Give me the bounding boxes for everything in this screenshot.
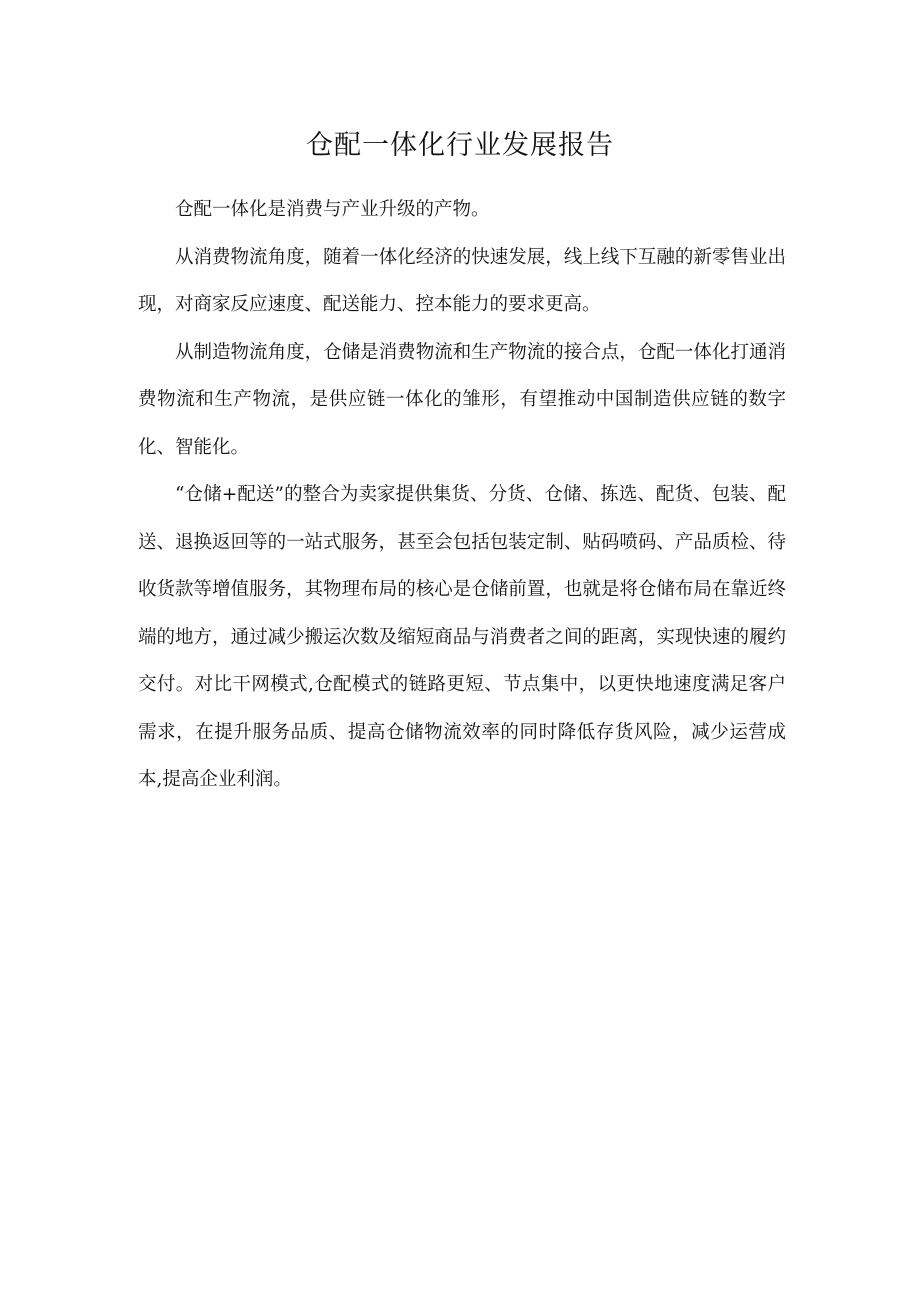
paragraph-3: 从制造物流角度，仓储是消费物流和生产物流的接合点，仓配一体化打通消费物流和生产物流，是供应链一体化的雏形，有望推动中国制造供应链的数字化、智能化。 <box>138 341 786 458</box>
paragraph-2: 从消费物流角度，随着一体化经济的快速发展，线上线下互融的新零售业出现，对商家反应速度、配送能力、控本能力的要求更高。 <box>138 246 786 315</box>
paragraph-1: 仓配一体化是消费与产业升级的产物。 <box>175 199 490 220</box>
paragraph-4: “仓储+配送”的整合为卖家提供集货、分货、仓储、拣选、配货、包装、配送、退换返回等的一站式服务，甚至会包括包装定制、贴码喷码、产品质检、待收货款等增值服务，其物理布局的核心是仓储前置，也就是将仓储布局在靠近终端的地方，通过减少搬运次数及缩短商品与消费者之间的距离，实现快速的履约交付。对比干网模式,仓配模式的链路更短、节点集中，以更快地速度满足客户需求，在提升服务品质、提高仓储物流效率的同时降低存货风险，减少运营成本,提高企业利润。 <box>138 484 786 790</box>
document-body <box>138 186 786 804</box>
document-title: 仓配一体化行业发展报告 <box>306 130 614 161</box>
